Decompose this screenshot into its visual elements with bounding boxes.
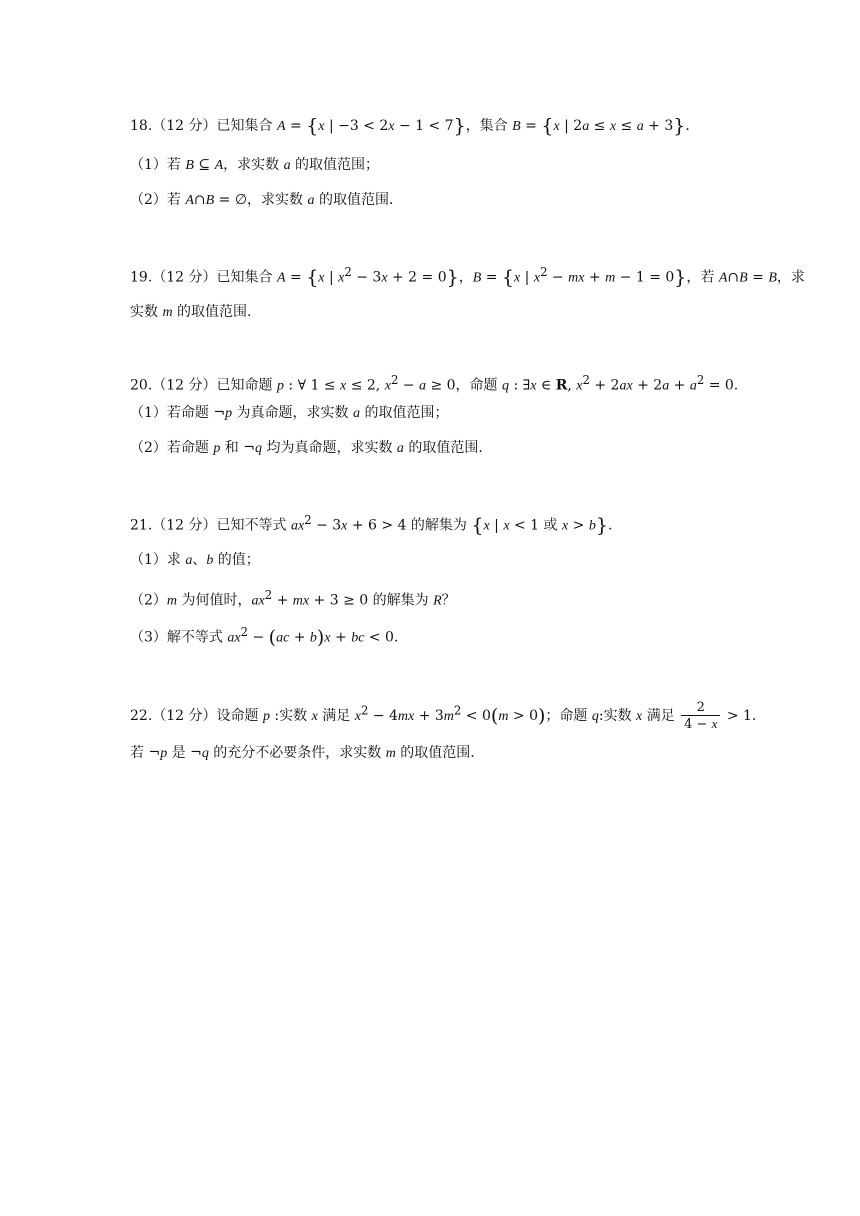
problem-22-score: （12 分） [152,708,217,724]
problem-18-part-1: （1）若 B ⊆ A，求实数 a 的取值范围； [130,157,380,173]
problem-21-score: （12 分） [152,517,217,534]
problem-18-score: （12 分） [152,118,217,134]
problem-20-stem: 20.（12 分）已知命题 p : ∀ 1 ≤ x ≤ 2, $x^2 - a \ge 0$，命题 q : ∃x ∈ R, $x^2 + 2ax + 2a + a^2 = 0$. [130,373,739,394]
problem-19-stem: 19.（12 分）已知集合 A = {x | $x^2 - 3x + 2 = 0$}，B = {x | $x^2$ − mx + m − 1 = 0}，若 A∩B = B，求 [130,265,805,289]
problem-22-stem: 22.（12 分）设命题 p :实数 x 满足 $x^2 - 4mx + 3m^2 < 0(m > 0)$；命题 q:实数 x 满足 $\frac{2}{4 - x}$ > 1. [130,700,757,732]
problem-22-number: 22. [130,708,153,724]
problem-19-number: 19. [130,269,153,286]
problem-20-part-1: （1）若命题 ¬p 为真命题，求实数 a 的取值范围； [130,405,449,421]
problem-18-number: 18. [130,118,153,134]
problem-19-stem-cont: 实数 m 的取值范围. [130,304,252,320]
problem-21-part-2: （2）m 为何值时，$ax^2$ + mx + 3 ≥ 0 的解集为 R？ [130,588,456,609]
problem-20-score: （12 分） [152,377,217,394]
problem-21-part-1: （1）求 a、b 的值； [130,552,260,568]
problem-20-part-2: （2）若命题 p 和 ¬q 均为真命题，求实数 a 的取值范围. [130,440,483,456]
problem-21-part-3: （3）解不等式 $ax^2 - (ac + b)x$ + bc < 0. [130,625,399,649]
problem-20-number: 20. [130,377,153,394]
problem-21-number: 21. [130,517,153,534]
problem-18-stem: 18.（12 分）已知集合 A = {x | −3 < 2x − 1 < 7}，集合 B = {x | 2a ≤ x ≤ a + 3}. [130,115,690,137]
problem-19-score: （12 分） [152,269,217,286]
problem-21-stem: 21.（12 分）已知不等式 $ax^2 - 3x + 6 > 4$ 的解集为 {x | x < 1 或 x > b}. [130,513,613,537]
problem-22-stem-cont: 若 ¬p 是 ¬q 的充分不必要条件，求实数 m 的取值范围. [130,745,475,761]
problem-18-part-2: （2）若 A∩B = ∅，求实数 a 的取值范围. [130,192,394,208]
